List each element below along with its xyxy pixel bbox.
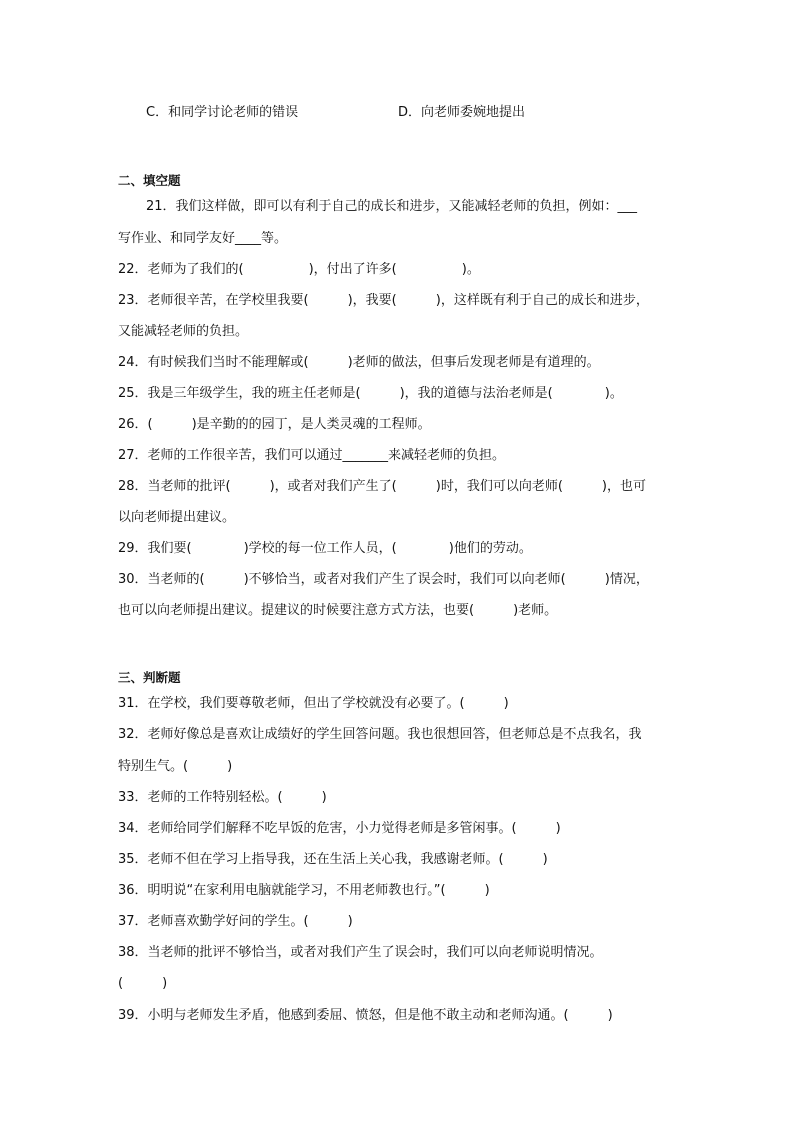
question-line: 39．小明与老师发生矛盾，他感到委屈、愤怒，但是他不敢主动和老师沟通。( )	[118, 1008, 613, 1023]
question-line: 24．有时候我们当时不能理解或( )老师的做法，但事后发现老师是有道理的。	[118, 355, 600, 370]
question-line: ( )	[118, 976, 168, 991]
question-line: 36．明明说“在家利用电脑就能学习，不用老师教也行。”( )	[118, 883, 490, 898]
question-line: 也可以向老师提出建议。提建议的时候要注意方式方法，也要( )老师。	[118, 603, 558, 618]
question-line: 特别生气。( )	[118, 759, 233, 774]
question-line: 31．在学校，我们要尊敬老师，但出了学校就没有必要了。( )	[118, 696, 509, 711]
question-line: 28．当老师的批评( )，或者对我们产生了( )时，我们可以向老师( )，也可	[118, 479, 646, 494]
question-line: 以向老师提出建议。	[118, 510, 236, 525]
question-line: 26．( )是辛勤的的园丁，是人类灵魂的工程师。	[118, 417, 431, 432]
question-line: 写作业、和同学友好____等。	[118, 231, 288, 246]
option-d: D．向老师委婉地提出	[398, 105, 526, 120]
question-line: 32．老师好像总是喜欢让成绩好的学生回答问题。我也很想回答，但老师总是不点我名，我	[118, 727, 642, 742]
question-line: 37．老师喜欢勤学好问的学生。( )	[118, 914, 353, 929]
question-line: 22．老师为了我们的( )，付出了许多( )。	[118, 262, 480, 277]
section-heading-fill-blank: 二、填空题	[118, 173, 181, 188]
question-line: 35．老师不但在学习上指导我，还在生活上关心我，我感谢老师。( )	[118, 852, 548, 867]
question-line: 27．老师的工作很辛苦，我们可以通过_______来减轻老师的负担。	[118, 448, 506, 463]
section-heading-true-false: 三、判断题	[118, 670, 181, 685]
question-line: 又能减轻老师的负担。	[118, 324, 249, 339]
question-line: 33．老师的工作特别轻松。( )	[118, 790, 327, 805]
question-line: 23．老师很辛苦，在学校里我要( )，我要( )，这样既有利于自己的成长和进步，	[118, 293, 649, 308]
option-c: C．和同学讨论老师的错误	[146, 105, 299, 120]
question-line: 29．我们要( )学校的每一位工作人员，( )他们的劳动。	[118, 541, 532, 556]
question-line: 25．我是三年级学生，我的班主任老师是( )，我的道德与法治老师是( )。	[118, 386, 623, 401]
question-line: 34．老师给同学们解释不吃早饭的危害，小力觉得老师是多管闲事。( )	[118, 821, 561, 836]
question-line: 21．我们这样做，即可以有利于自己的成长和进步，又能减轻老师的负担，例如：___	[146, 199, 638, 214]
question-line: 30．当老师的( )不够恰当，或者对我们产生了误会时，我们可以向老师( )情况，	[118, 572, 649, 587]
question-line: 38．当老师的批评不够恰当，或者对我们产生了误会时，我们可以向老师说明情况。	[118, 945, 603, 960]
